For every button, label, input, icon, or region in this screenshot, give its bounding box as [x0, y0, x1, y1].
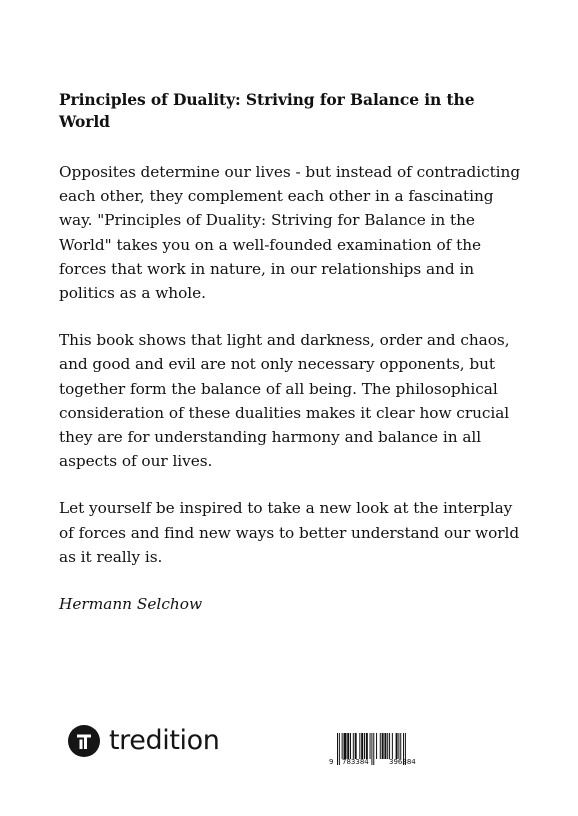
barcode-bar	[347, 733, 349, 759]
barcode-first-digit: 9	[329, 758, 334, 766]
tredition-logo-icon	[68, 725, 100, 757]
barcode-left-digits: 783384	[342, 758, 369, 766]
barcode-bar	[376, 733, 377, 759]
barcode-bar	[366, 733, 368, 759]
publisher-name: tredition	[109, 725, 220, 756]
barcode-bar	[353, 733, 354, 759]
back-cover-text	[59, 89, 529, 616]
barcode-bar	[342, 733, 343, 759]
barcode-bar	[398, 733, 399, 759]
barcode-bar	[339, 733, 340, 765]
author-name: Hermann Selchow	[59, 595, 203, 614]
barcode-bar	[359, 733, 360, 759]
description-paragraph-1: Opposites determine our lives - but instead of contradicting each other, they complement each other in a fascinating way. "Principles of Duality: Striving for Balance in the World" takes you on a well-founded examination of the forces that work in nature, in our relationships and in politics as a whole.	[59, 163, 521, 303]
barcode-right-digits: 396884	[389, 758, 416, 766]
barcode-bar	[350, 733, 351, 759]
description-paragraph-2: This book shows that light and darkness, order and chaos, and good and evil are not only necessary opponents, but together form the balance of all being. The philosophical consideration of these dualities makes it clear how crucial they are for understanding harmony and balance in all aspects of our lives.	[59, 331, 510, 471]
barcode-bar	[371, 733, 372, 765]
barcode-bar	[400, 733, 401, 759]
publisher-logo	[68, 725, 219, 757]
description-paragraph-3: Let yourself be inspired to take a new look at the interplay of forces and find new ways to better understand our world as it really is.	[59, 499, 520, 566]
barcode-bar	[382, 733, 384, 759]
barcode-bar	[373, 733, 374, 765]
barcode-bar	[364, 733, 365, 759]
barcode-bar	[396, 733, 398, 759]
barcode-bar	[337, 733, 338, 765]
barcode-bar	[370, 733, 371, 759]
barcode-bar	[389, 733, 390, 759]
barcode-bar	[384, 733, 386, 759]
barcode-bar	[361, 733, 363, 759]
barcode-bar	[392, 733, 393, 759]
barcode-bar	[380, 733, 381, 759]
barcode-bar	[387, 733, 388, 759]
isbn-barcode	[329, 733, 433, 769]
book-title: Principles of Duality: Striving for Balance in the World	[59, 90, 475, 131]
barcode-bar	[355, 733, 357, 759]
barcode-bar	[344, 733, 347, 759]
